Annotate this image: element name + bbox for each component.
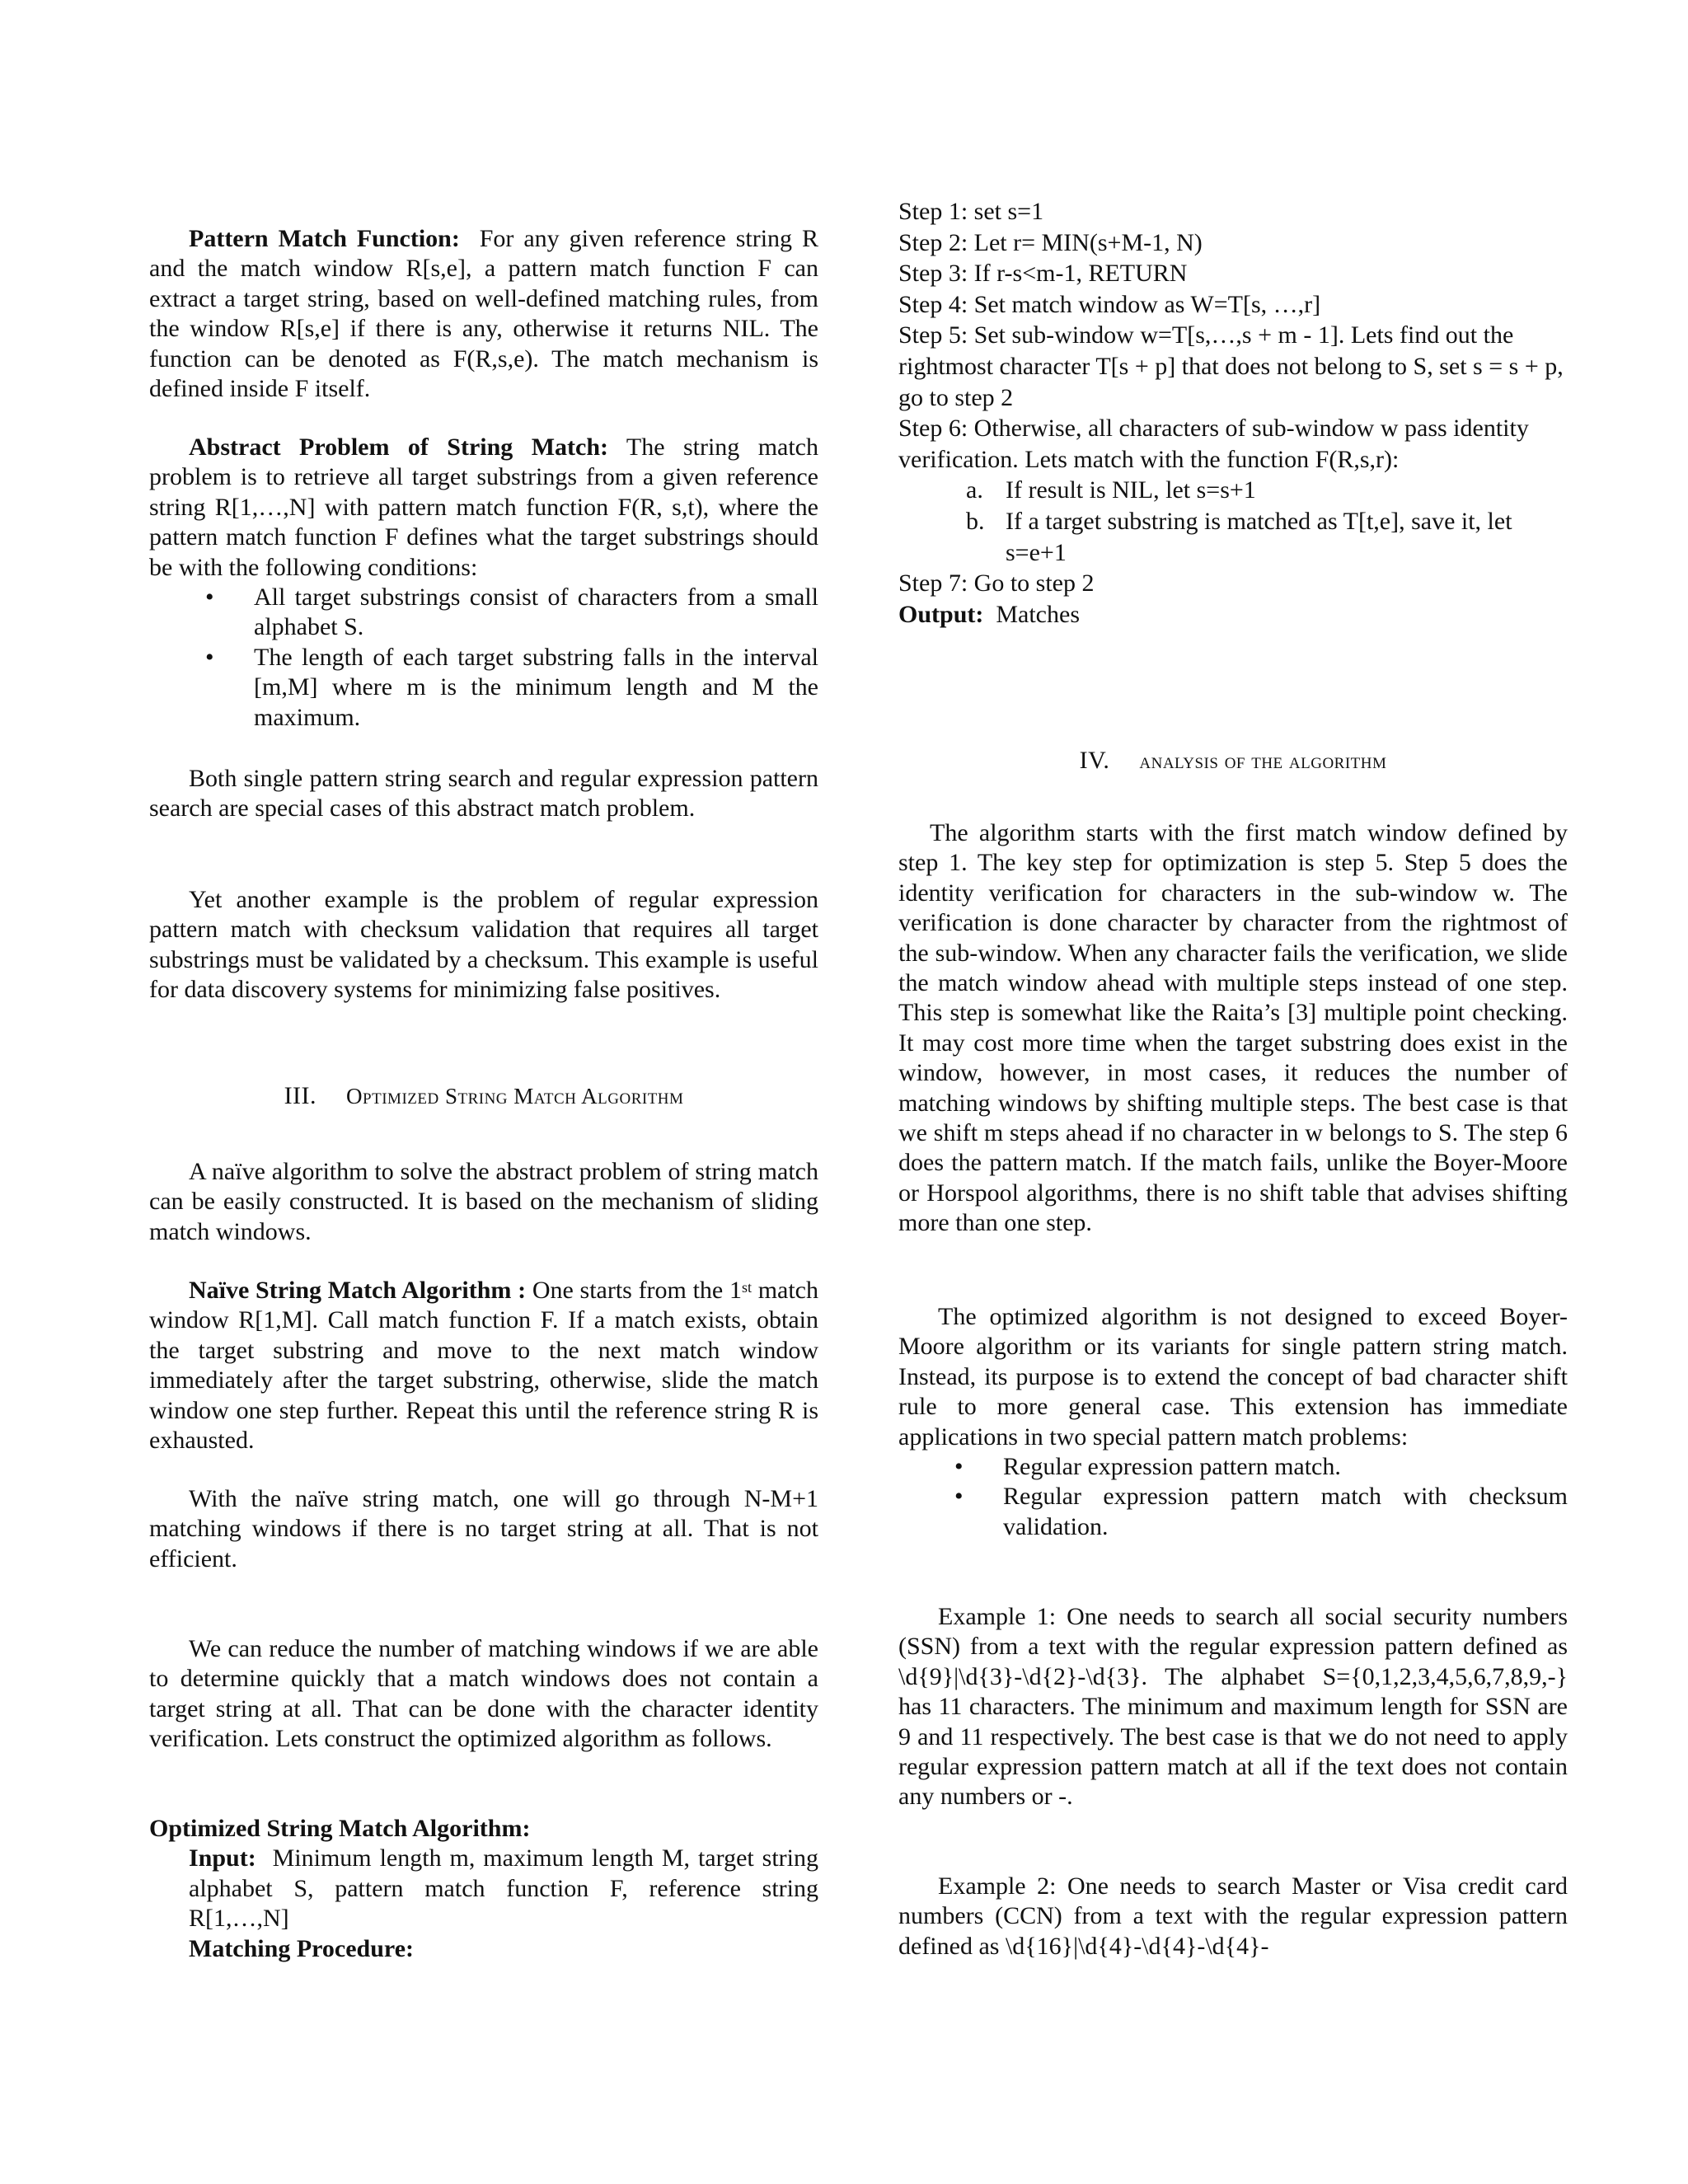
section-3-heading: [149, 1081, 818, 1111]
algorithm-steps-block: [898, 196, 1568, 630]
substep-b-text: If a target substring is matched as T[t,e], save it, let s=e+1: [1006, 507, 1512, 566]
output-label: Output:: [898, 600, 984, 628]
naive-algorithm-text-rest: match window R[1,M]. Call match function F. If a match exists, obtain the target substring and move to the next match window immediately after the target substring, otherwise, slide the match window one step further. Repeat this until the reference string R is exhausted.: [149, 1277, 818, 1455]
reduce-windows-paragraph: We can reduce the number of matching windows if we are able to determine quickly that a match windows does not contain a target string at all. That can be done with the character identity verification. Lets construct the optimized algorithm as follows.: [149, 1635, 818, 1753]
substep-a: [898, 475, 1568, 506]
substep-b-label: b.: [966, 507, 985, 535]
pattern-match-function-text: For any given reference string R and the match window R[s,e], a pattern match function F can extract a target string, based on well-defined matching rules, from the window R[s,e] if there is any, otherwise it returns NIL. The function can be denoted as F(R,s,e). The match mechanism is defined inside F itself.: [149, 225, 819, 403]
step-7: Step 7: Go to step 2: [898, 569, 1095, 598]
checksum-example-paragraph: Yet another example is the problem of regular expression pattern match with checksum validation that requires all target substrings must be validated by a checksum. This example is useful for data discovery systems for minimizing false positives.: [149, 886, 818, 1004]
naive-algorithm-text-start: One starts from the 1: [532, 1277, 742, 1304]
ordinal-superscript: st: [741, 1279, 752, 1296]
substep-a-text: If result is NIL, let s=s+1: [1006, 476, 1256, 504]
matching-procedure-label: Matching Procedure:: [189, 1934, 415, 1962]
step-1: Step 1: set s=1: [898, 198, 1044, 225]
step-3: Step 3: If r-s<m-1, RETURN: [898, 260, 1188, 288]
purpose-paragraph: The optimized algorithm is not designed to exceed Boyer-Moore algorithm or its variants for single pattern string match. Instead, its purpose is to extend the concept of bad character shift rule to more general case. This extension has immediate applications in two special pattern match problems:: [898, 1303, 1568, 1451]
pattern-match-function-label: Pattern Match Function:: [189, 225, 460, 252]
section-3-number: III.: [284, 1082, 317, 1109]
naive-algorithm-label: Naïve String Match Algorithm :: [189, 1277, 527, 1304]
naive-cost-paragraph: With the naïve string match, one will go through N-M+1 matching windows if there is no target string at all. That is not efficient.: [149, 1485, 818, 1572]
section-4-number: IV.: [1079, 747, 1110, 774]
step-5: Step 5: Set sub-window w=T[s,…,s + m - 1]. Lets find out the rightmost character T[s + p] that does not belong to S, set s = s + p, go to step 2: [898, 321, 1564, 411]
step-2: Step 2: Let r= MIN(s+M-1, N): [898, 228, 1203, 256]
step-6: Step 6: Otherwise, all characters of sub-window w pass identity verification. Lets match with the function F(R,s,r):: [898, 415, 1529, 473]
naive-intro-paragraph: A naïve algorithm to solve the abstract problem of string match can be easily constructed. It is based on the mechanism of sliding match windows.: [149, 1158, 818, 1245]
output-line: [898, 599, 1568, 630]
abstract-problem-conditions-list: [149, 583, 818, 733]
naive-algorithm-paragraph: [149, 1276, 818, 1455]
applications-list: [898, 1452, 1568, 1542]
special-cases-paragraph: Both single pattern string search and regular expression pattern search are special cases of this abstract match problem.: [149, 765, 818, 823]
section-4-title: analysis of the algorithm: [1139, 748, 1387, 773]
output-text: Matches: [996, 600, 1080, 628]
optimized-algorithm-input: [149, 1844, 818, 1933]
substep-a-label: a.: [966, 476, 983, 504]
optimized-algorithm-block: [149, 1814, 818, 1964]
purpose-block: [898, 1302, 1568, 1542]
substep-b: [898, 506, 1568, 568]
example-2-paragraph: Example 2: One needs to search Master or Visa credit card numbers (CCN) from a text with the regular expression pattern defined as \d{16}|\d{4}-\d{4}-\d{4}-: [898, 1872, 1568, 1960]
abstract-problem-text: The string match problem is to retrieve all target substrings from a given reference string R[1,…,N] with pattern match function F(R, s,t), where the pattern match function F defines what the target substrings should be with the following conditions:: [149, 434, 818, 581]
input-text: Minimum length m, maximum length M, target string alphabet S, pattern match function F, reference string R[1,…,N]: [189, 1844, 819, 1933]
section-3-title: Optimized String Match Algorithm: [346, 1084, 684, 1108]
analysis-paragraph: The algorithm starts with the first match window defined by step 1. The key step for optimization is step 5. Step 5 does the identity verification for characters in the sub-window w. The verification is done character by character from the rightmost of the sub-window. When any character fails the verification, we slide the match window ahead with multiple steps instead of one step. This step is somewhat like the Raita’s [3] multiple point checking. It may cost more time when the target substring does exist in the window, however, in most cases, it reduces the number of matching windows by shifting multiple steps. The best case is that we shift m steps ahead if no character in w belongs to S. The step 6 does the pattern match. If the match fails, unlike the Boyer-Moore or Horspool algorithms, there is no shift table that advises shifting more than one step.: [898, 819, 1568, 1237]
optimized-algorithm-title: Optimized String Match Algorithm:: [149, 1815, 531, 1842]
list-item: • Regular expression pattern match with checksum validation.: [1003, 1482, 1568, 1542]
example-1-paragraph: Example 1: One needs to search all social security numbers (SSN) from a text with the regular expression pattern defined as \d{9}|\d{3}-\d{2}-\d{3}. The alphabet S={0,1,2,3,4,5,6,7,8,9,-} has 11 characters. The minimum and maximum length for SSN are 9 and 11 respectively. The best case is that we do not need to apply regular expression pattern match at all if the text does not contain any numbers or -.: [898, 1603, 1568, 1811]
pattern-match-function-paragraph: [149, 224, 818, 404]
section-4-heading: [898, 746, 1568, 776]
abstract-problem-paragraph: [149, 433, 818, 583]
list-item: • Regular expression pattern match.: [1003, 1452, 1568, 1482]
list-item: • All target substrings consist of characters from a small alphabet S.: [254, 583, 818, 643]
list-item: • The length of each target substring falls in the interval [m,M] where m is the minimum length and M the maximum.: [254, 643, 818, 733]
abstract-problem-block: [149, 433, 818, 733]
abstract-problem-label: Abstract Problem of String Match:: [189, 434, 609, 461]
input-label: Input:: [189, 1844, 256, 1872]
step-4: Step 4: Set match window as W=T[s, …,r]: [898, 290, 1321, 318]
